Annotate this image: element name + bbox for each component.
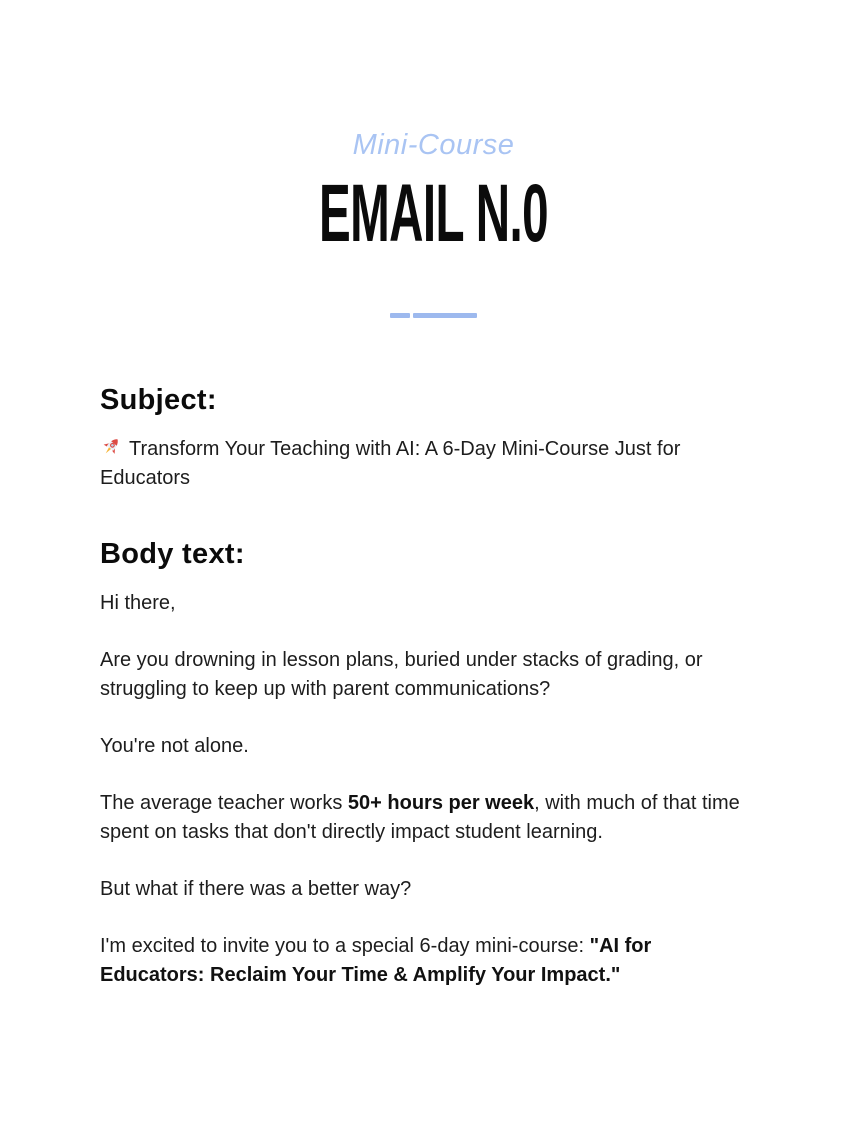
divider-segment-long — [413, 313, 477, 318]
body-paragraph: The average teacher works 50+ hours per week, with much of that time spent on tasks that don't directly impact student learning. — [100, 792, 740, 843]
subject-line-text: Transform Your Teaching with AI: A 6-Day Mini-Course Just for Educators — [100, 438, 681, 489]
title-divider — [0, 313, 867, 318]
body-text-heading: Body text: — [100, 538, 245, 570]
subject-line — [100, 435, 740, 493]
body-paragraph: I'm excited to invite you to a special 6-day mini-course: "AI for Educators: Reclaim Your Time & Amplify Your Impact." — [100, 935, 652, 986]
divider-segment-short — [390, 313, 410, 318]
document-content — [0, 383, 740, 990]
body-paragraph: You're not alone. — [100, 735, 249, 757]
page-title — [0, 168, 867, 259]
content-column — [100, 383, 740, 990]
rocket-emoji-icon — [100, 436, 122, 458]
subject-heading: Subject: — [100, 384, 217, 416]
page-subtitle: Mini-Course — [352, 129, 515, 161]
body-paragraph: But what if there was a better way? — [100, 878, 412, 900]
page-title-text: EMAIL N.0 — [318, 168, 549, 259]
page-header — [0, 0, 867, 318]
body-paragraph: Are you drowning in lesson plans, buried under stacks of grading, or struggling to keep up with parent communications? — [100, 649, 703, 700]
body-paragraph: Hi there, — [100, 592, 176, 614]
body-paragraphs — [100, 589, 740, 990]
